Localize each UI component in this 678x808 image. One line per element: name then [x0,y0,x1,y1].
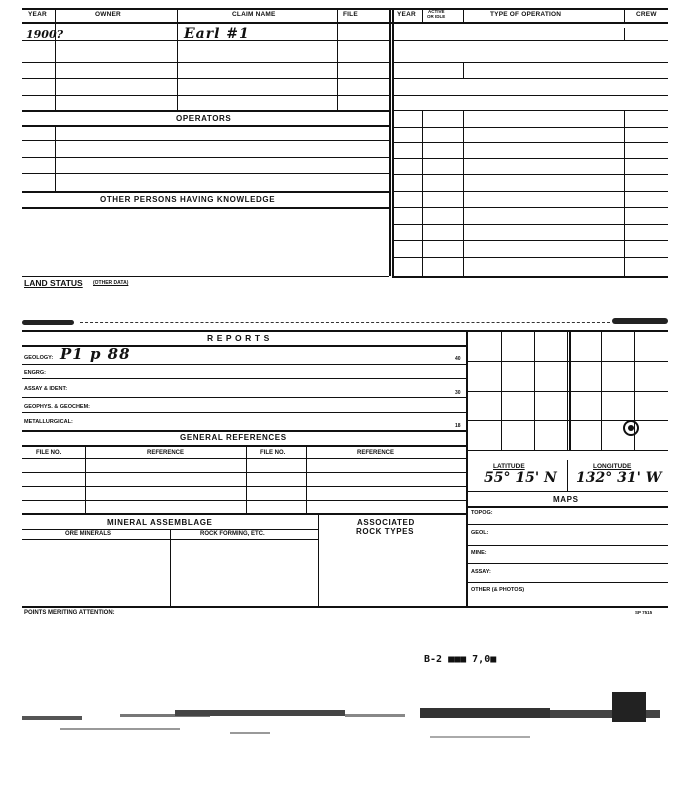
maps-geol: GEOL: [471,530,489,536]
ore-minerals-label: ORE MINERALS [65,531,112,537]
gr-col-reference-1: REFERENCE [147,450,185,456]
geology-margin: 40 [455,356,461,362]
points-meriting-label: POINTS MERITING ATTENTION: [24,610,115,616]
longitude-label: LONGITUDE [593,463,632,470]
other-persons-label: OTHER PERSONS HAVING KNOWLEDGE [100,195,276,204]
form-number: SP 7515 [635,610,653,615]
header-year-right: YEAR [397,11,416,18]
header-claim-name: CLAIM NAME [232,11,276,18]
header-or-idle: OR IDLE [427,14,446,19]
gr-col-file-no-2: FILE NO. [260,450,286,456]
maps-title: MAPS [553,495,579,504]
reports-title: R E P O R T S [207,333,270,343]
row1-claim-name: Earl #1 [184,26,250,42]
maps-other: OTHER (& PHOTOS) [471,587,525,593]
maps-mine: MINE: [471,550,487,556]
header-file: FILE [343,11,358,18]
header-owner: OWNER [95,11,121,18]
operators-label: OPERATORS [176,114,232,123]
maps-topog: TOPOG: [471,510,493,516]
metallurgical-label: METALLURGICAL: [24,419,73,425]
associated-line1: ASSOCIATED [357,518,415,527]
engrg-label: ENGRG: [24,370,46,376]
header-type-of-operation: TYPE OF OPERATION [490,11,562,18]
associated-line2: ROCK TYPES [356,527,415,536]
header-year: YEAR [28,11,47,18]
maps-assay: ASSAY: [471,569,491,575]
assay-margin: 30 [455,390,461,396]
latitude-label: LATITUDE [493,463,525,470]
gr-col-file-no-1: FILE NO. [36,450,62,456]
rock-forming-label: ROCK FORMING, ETC. [200,531,265,537]
land-status-label: LAND STATUS [24,278,83,288]
header-crew: CREW [636,11,657,18]
catalog-stamp: B-2 ■■■ 7,0■ [424,654,497,665]
general-references-title: GENERAL REFERENCES [180,433,287,442]
geology-label: GEOLOGY: [24,355,54,361]
header-active: ACTIVE [428,9,445,14]
longitude-value: 132° 31' W [576,470,662,486]
assay-label: ASSAY & IDENT: [24,386,68,392]
latitude-value: 55° 15' N [484,470,557,486]
location-marker-dot [628,425,634,431]
geophys-label: GEOPHYS. & GEOCHEM: [24,404,91,410]
geology-value: P1 p 88 [60,345,131,363]
metallurgical-margin: 18 [455,423,461,429]
mineral-assemblage-title: MINERAL ASSEMBLAGE [107,518,213,527]
gr-col-reference-2: REFERENCE [357,450,395,456]
row1-year: 1900? [26,28,64,41]
land-status-sub: (OTHER DATA) [93,280,129,286]
